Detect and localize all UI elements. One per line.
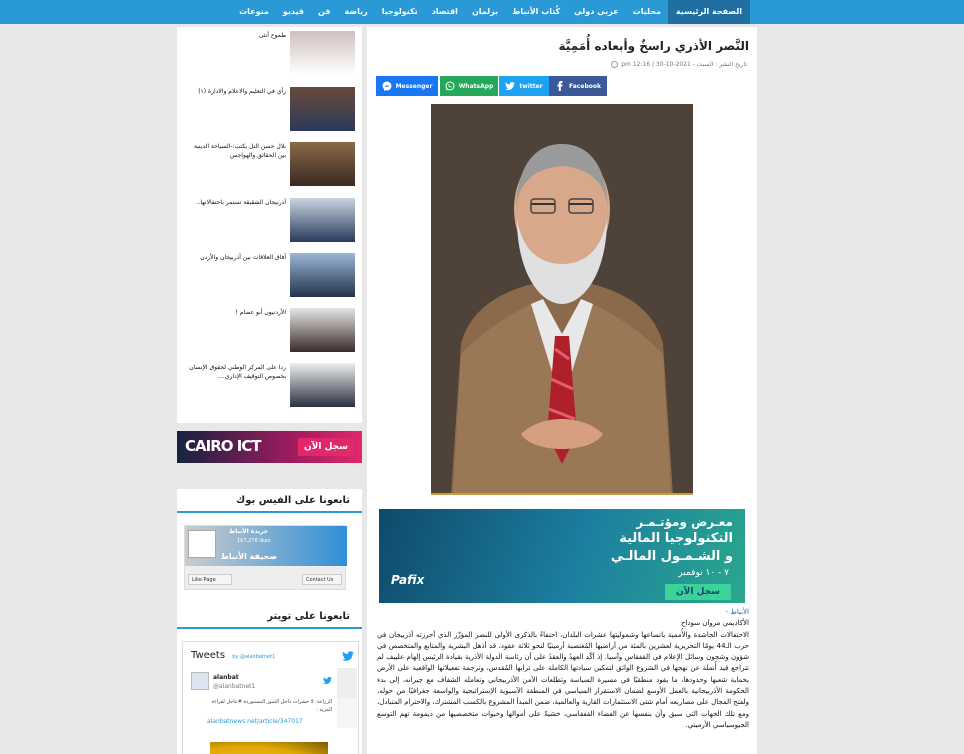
tweets-label: Tweets bbox=[191, 650, 226, 661]
facebook-page-name[interactable]: جريدة الأنباط bbox=[229, 528, 269, 535]
nav-menu bbox=[232, 0, 750, 24]
like-page-button[interactable]: Like Page bbox=[188, 574, 232, 585]
list-item[interactable] bbox=[177, 194, 362, 242]
twitter-bird-icon bbox=[323, 676, 332, 685]
tweets-by[interactable]: by @alanbatnet1 bbox=[232, 654, 276, 660]
post-title[interactable]: رأي في التعليم والاعلام والادارة (١) bbox=[198, 88, 286, 95]
scrollbar-track[interactable] bbox=[337, 698, 357, 728]
share-messenger-label: Messenger bbox=[395, 82, 433, 90]
post-title[interactable]: بلال حسن التل يكتب:-السياحة الدينية بين الحقائق والهواجس bbox=[193, 143, 286, 159]
nav-item-sports[interactable]: رياضة bbox=[344, 7, 368, 16]
tweet-text: الزراعة: لا حشرات داخل الثمور المستوردة #عاجل لقراءة المزيد : bbox=[211, 699, 332, 713]
tweet-link[interactable]: alanbatnews.net/article/347017 bbox=[207, 718, 303, 725]
facebook-icon bbox=[555, 81, 565, 91]
nav-item-local[interactable]: محليات bbox=[632, 7, 661, 16]
facebook-page-title: صحيفة الأنباط bbox=[220, 552, 277, 561]
ad-cta-button[interactable]: سجل الآن bbox=[298, 438, 354, 456]
article-meta bbox=[611, 61, 747, 68]
nav-item-art[interactable]: فن bbox=[318, 7, 331, 16]
whatsapp-icon bbox=[445, 81, 455, 91]
list-item[interactable] bbox=[177, 249, 362, 297]
post-thumbnail[interactable] bbox=[290, 142, 355, 186]
share-facebook-button[interactable] bbox=[549, 76, 607, 96]
facebook-page-card[interactable] bbox=[184, 525, 346, 590]
ad-register-button[interactable]: سجل الآن bbox=[665, 584, 731, 600]
facebook-page-avatar[interactable] bbox=[188, 530, 216, 558]
post-thumbnail[interactable] bbox=[290, 308, 355, 352]
nav-item-misc[interactable]: منوعات bbox=[239, 7, 269, 16]
latest-posts bbox=[177, 27, 362, 423]
list-item[interactable] bbox=[177, 83, 362, 131]
nav-item-arab-world[interactable]: عربي دولي bbox=[574, 7, 619, 16]
facebook-likes: 167,278 likes bbox=[237, 538, 271, 544]
share-facebook-label: Facebook bbox=[569, 82, 601, 90]
twitter-widget-title: تابعونا على تويتر bbox=[177, 605, 362, 629]
tweet-author-name[interactable]: alanbat bbox=[213, 674, 239, 681]
share-messenger-button[interactable] bbox=[376, 76, 438, 96]
list-item[interactable] bbox=[177, 304, 362, 352]
post-thumbnail[interactable] bbox=[290, 31, 355, 75]
share-twitter-label: twitter bbox=[519, 82, 543, 90]
list-item[interactable] bbox=[177, 138, 362, 186]
article-paragraph: الاحتفالات الحاشدة والأُممية باتساعها وشموليتها عشرات البلدان، احتفاءً بالذكرى الأولى للنصر المؤزّر الذي أحرزته أذربيجان في حرب الـ44 يومًا التحريرية لعشرين بالمئة من أراضيها المُغتصبة أرمينيًا لنحو ثلاثة عقود، قد أذهل البشرية والمتابع والمتخصص في شؤون وشجون وسائل الإعلام في القفقاس وآسيا. إذ أكّد العهدُ والعقدُ على أن رئاسة الدولة الأذرية بقيادة الرئيس إلهام علييف لم تتراجع قيد أُنملة عن نهجها في الشروع الواثق لتمكين سيادتها الكاملة على ترابها المُقدس، وترجمة تفعيلاتها الواقعية على الأرض بحماية شعبها وحدودها، ما يقود منطقيًا في مسيرة السياسة وتطلعات الأمن الأذربيجاني وتعامله الشفاف مع جيرانه، إلى بدء الحكومة الأذربيجانية بالعمل الأوسع لضمان الاستقرار السياسي في المنطقة الآسيوية الإستراتيجية والواسعة جغرافيًا من حوله، ولفتح المجال على مصاريعه أمام شتى الاستثمارات القارية والعالمية، ضمن المبدأ المشروع بالكسب المشترك، والاحترام المتبادل، ومع تلك الجهات التي سبق وأن بنفسها عن الفضاء القفقاسي، خشيةً على أموالها وخبوات متخصصيها من ديمومة تهم التوسع الجيوسياسي الأرميني. bbox=[377, 630, 750, 729]
article-body bbox=[377, 607, 749, 731]
portrait-image bbox=[431, 104, 693, 495]
twitter-logo-icon[interactable] bbox=[342, 650, 354, 662]
ad-line-1: معـرض ومؤتـمـر bbox=[636, 515, 733, 529]
top-navigation bbox=[0, 0, 964, 24]
article-source: الأنباط - bbox=[725, 608, 749, 616]
list-item[interactable] bbox=[177, 359, 362, 407]
sidebar bbox=[177, 27, 362, 725]
avatar[interactable] bbox=[191, 672, 209, 690]
ad-line-2: التكنولوجيا المالية bbox=[619, 531, 733, 546]
cairo-ict-ad[interactable] bbox=[177, 431, 362, 463]
nav-item-writers[interactable]: كُتاب الأنباط bbox=[512, 7, 561, 16]
article-author: الأكاديمي مروان سوداح bbox=[681, 619, 749, 628]
nav-item-economy[interactable]: اقتصاد bbox=[431, 7, 458, 16]
messenger-icon bbox=[382, 81, 392, 91]
ad-logo: Pafix bbox=[391, 573, 425, 587]
ad-dates: ٧ - ١٠ نوفمبر bbox=[678, 568, 729, 578]
nav-item-parliament[interactable]: برلمان bbox=[471, 7, 499, 16]
ad-line-3: و الشـمـول المالـي bbox=[610, 549, 733, 564]
contact-us-button[interactable]: Contact Us bbox=[302, 574, 342, 585]
author-portrait bbox=[431, 104, 693, 495]
nav-item-technology[interactable]: تكنولوجيا bbox=[381, 7, 418, 16]
twitter-icon bbox=[505, 81, 515, 91]
post-title[interactable]: الأردنيون أبو عصام ! bbox=[235, 309, 286, 316]
share-whatsapp-button[interactable] bbox=[440, 76, 498, 96]
post-thumbnail[interactable] bbox=[290, 87, 355, 131]
tweets-header bbox=[191, 650, 275, 661]
post-thumbnail[interactable] bbox=[290, 253, 355, 297]
article-title: النَّصر الأذري راسخٌ وأبعاده أُمَمِيَّة bbox=[558, 39, 749, 53]
tweet-author-handle[interactable]: @alanbatnet1 bbox=[213, 683, 256, 690]
twitter-widget bbox=[177, 605, 362, 754]
post-title[interactable]: أذربيجان الشقيقة تستمر باحتفالاتها.. bbox=[196, 199, 286, 206]
post-thumbnail[interactable] bbox=[290, 363, 355, 407]
post-thumbnail[interactable] bbox=[290, 198, 355, 242]
cairo-ict-logo: CAIRO ICT bbox=[185, 437, 261, 455]
article-panel bbox=[367, 27, 757, 754]
share-whatsapp-label: WhatsApp bbox=[458, 82, 494, 90]
clock-icon bbox=[611, 61, 618, 68]
fintech-ad-banner[interactable] bbox=[379, 509, 745, 603]
nav-item-video[interactable]: فيديو bbox=[282, 7, 305, 16]
facebook-widget-title: تابعونا على الفيس بوك bbox=[177, 489, 362, 513]
post-title[interactable]: ردا على المركز الوطني لحقوق الإنسان بخصوص التوقيف الإداري.... bbox=[189, 364, 286, 380]
twitter-timeline[interactable] bbox=[182, 641, 359, 754]
publish-date: تاريخ النشر : السبت - 2021-10-30 | 12:16 pm bbox=[621, 61, 747, 68]
scrollbar-track[interactable] bbox=[337, 668, 357, 698]
tweet-image[interactable] bbox=[210, 742, 328, 754]
list-item[interactable] bbox=[177, 27, 362, 75]
post-title[interactable]: طموح أنثى bbox=[258, 32, 286, 39]
post-title[interactable]: آفاق العلاقات بين أذربيجان والأردن bbox=[200, 254, 286, 261]
share-twitter-button[interactable] bbox=[499, 76, 549, 96]
nav-item-home[interactable]: الصفحة الرئيسية bbox=[668, 0, 750, 24]
